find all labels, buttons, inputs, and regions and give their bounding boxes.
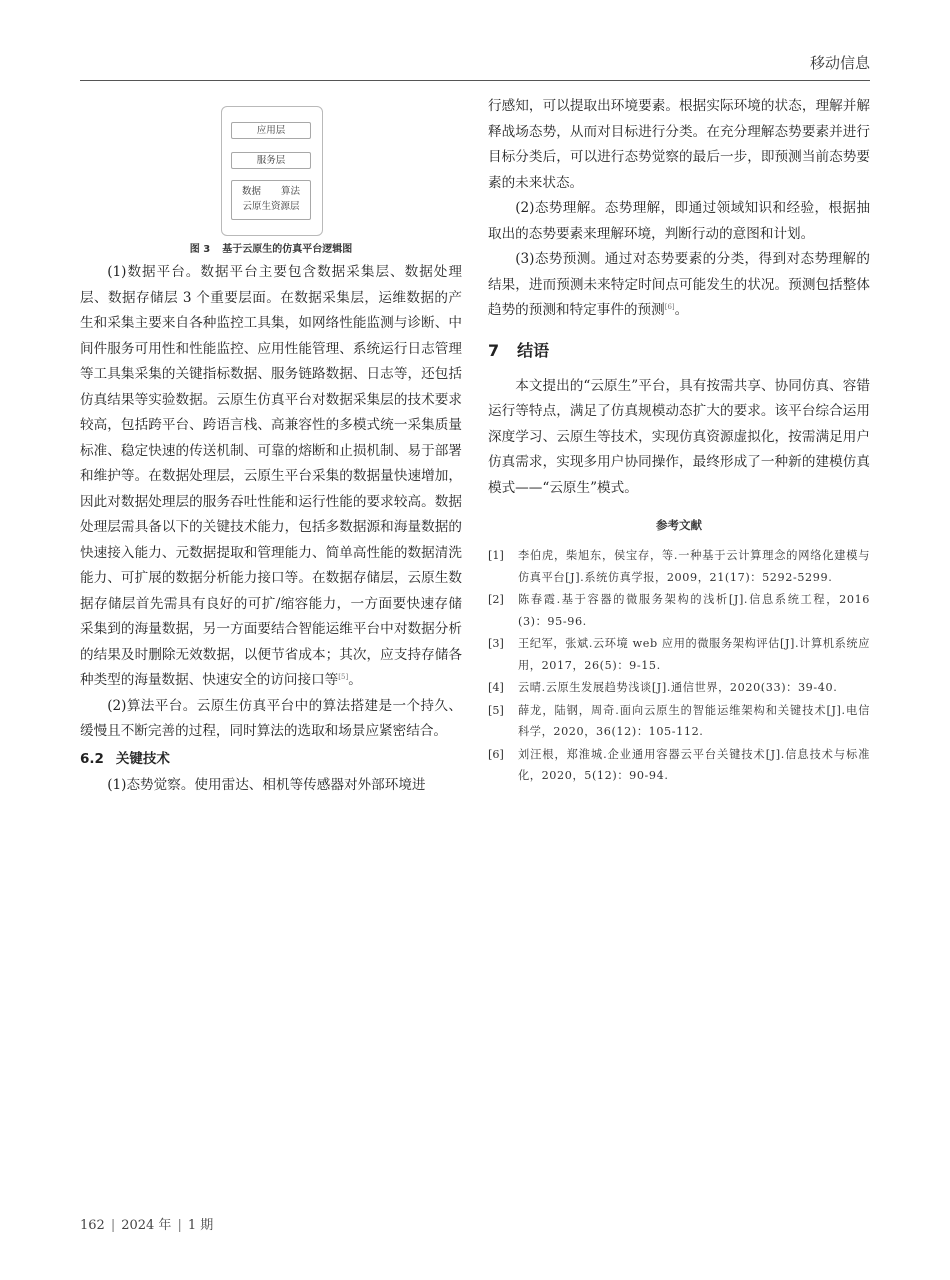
citation: [5] — [338, 673, 349, 681]
paragraph-continuation: 行感知，可以提取出环境要素。根据实际环境的状态，理解并解释战场态势，从而对目标进行分类。在充分理解态势要素并进行目标分类后，可以进行态势觉察的最后一步，即预测当前态势要素的未来状态。 — [488, 98, 870, 191]
reference-item: [1] 李伯虎，柴旭东，侯宝存，等.一种基于云计算理念的网络化建模与仿真平台[J].系统仿真学报，2009，21(17)：5292-5299. — [488, 549, 870, 584]
reference-item: [6] 刘汪根，郑淮城.企业通用容器云平台关键技术[J].信息技术与标准化，2020，5(12)：90-94. — [488, 747, 870, 782]
section-heading-6-2: 6.2 关键技术 — [80, 750, 170, 767]
left-column — [80, 94, 462, 798]
paragraph-conclusion: 本文提出的“云原生”平台，具有按需共享、协同仿真、容错运行等特点，满足了仿真规模动态扩大的要求。该平台综合运用深度学习、云原生等技术，实现仿真资源虚拟化，按需满足用户仿真需求，实现多用户协同操作，最终形成了一种新的建模仿真模式——“云原生”模式。 — [488, 377, 870, 496]
footer-year: 2024 年 — [121, 1218, 172, 1233]
paragraph-data-platform: (1)数据平台。数据平台主要包含数据采集层、数据处理层、数据存储层 3 个重要层面。在数据采集层，运维数据的产生和采集主要来自各种监控工具集，如网络性能监测与诊断、中间件服务可用性和性能监控、应用性能管理、系统运行日志管理等工具集采集的关键指标数据、服务链路数据、日志等，还包括仿真结果等实验数据。云原生仿真平台对数据采集层的技术要求较高，包括跨平台、跨语言栈、高兼容性的多模式统一采集质量标准、稳定快速的传送机制、可靠的熔断和止损机制、易于部署和维护等。在数据处理层，云原生平台采集的数据量快速增加，因此对数据处理层的服务吞吐性能和运行性能的要求较高。数据处理层需具备以下的关键技术能力，包括多数据源和海量数据的快速接入能力、元数据提取和管理能力、简单高性能的数据清洗能力、可扩展的数据分析能力接口等。在数据存储层，云原生数据存储层首先需具有良好的可扩/缩容能力，一方面要快速存储采集到的海量数据，另一方面要结合智能运维平台中对数据分析的结果及时删除无效数据，以便节省成本；其次，应支持存储各种类型的海量数据、快速安全的访问接口等[5]。 — [80, 264, 462, 688]
reference-item: [3] 王纪军，张斌.云环境 web 应用的微服务架构评估[J].计算机系统应用，2017，26(5)：9-15. — [488, 637, 870, 672]
paragraph-situation-understanding: (2)态势理解。态势理解，即通过领域知识和经验，根据抽取出的态势要素来理解环境，判断行动的意图和计划。 — [488, 200, 870, 242]
paragraph-situation-awareness: (1)态势觉察。使用雷达、相机等传感器对外部环境进 — [107, 776, 426, 793]
label-resource-layer: 云原生资源层 — [242, 201, 300, 212]
section-heading-7: 7 结语 — [488, 340, 550, 360]
page-number: 162 — [80, 1218, 105, 1233]
layer-application: 应用层 — [231, 122, 311, 139]
layer-service: 服务层 — [231, 152, 311, 169]
layer-cloud-native-resource — [231, 180, 311, 220]
page-footer: 162 | 2024 年 | 1 期 — [80, 1218, 214, 1233]
architecture-diagram — [221, 106, 323, 236]
right-column — [488, 94, 870, 788]
reference-item: [5] 薛龙，陆钢，周奇.面向云原生的智能运维架构和关键技术[J].电信科学，2020，36(12)：105-112. — [488, 703, 870, 738]
figure-caption — [80, 240, 462, 255]
label-algorithm: 算法 — [280, 186, 300, 197]
footer-issue: 1 期 — [187, 1218, 214, 1233]
reference-item: [4] 云晴.云原生发展趋势浅谈[J].通信世界，2020(33)：39-40. — [488, 681, 838, 694]
journal-name: 移动信息 — [809, 54, 870, 72]
figure-title: 基于云原生的仿真平台逻辑图 — [222, 244, 353, 255]
reference-list — [488, 545, 870, 787]
paragraph-situation-prediction: (3)态势预测。通过对态势要素的分类，得到对态势理解的结果，进而预测未来特定时间点可能发生的状况。预测包括整体趋势的预测和特定事件的预测[6]。 — [488, 251, 870, 318]
reference-item: [2] 陈春霞.基于容器的微服务架构的浅析[J].信息系统工程，2016(3)：95-96. — [488, 593, 870, 628]
citation: [6] — [664, 303, 675, 311]
paragraph-algorithm-platform: (2)算法平台。云原生仿真平台中的算法搭建是一个持久、缓慢且不断完善的过程，同时算法的选取和场景应紧密结合。 — [80, 697, 462, 739]
header-rule — [80, 80, 870, 81]
figure-3 — [80, 94, 462, 260]
label-data: 数据 — [241, 186, 261, 197]
references-title: 参考文献 — [656, 518, 702, 532]
figure-number: 图 3 — [189, 244, 211, 255]
